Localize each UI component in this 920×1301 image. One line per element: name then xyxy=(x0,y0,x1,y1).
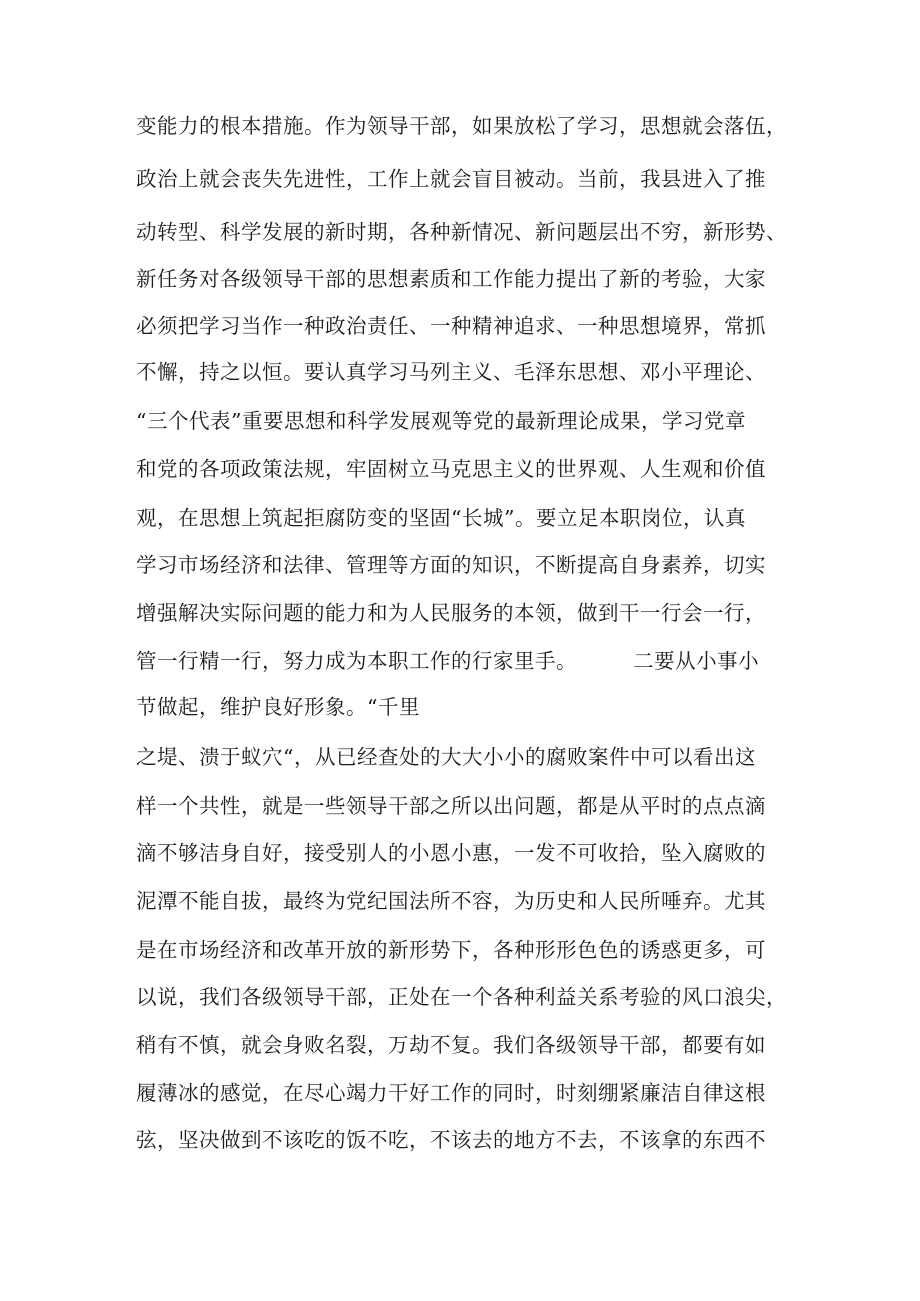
text-line-12: 管一行精一行，努力成为本职工作的行家里手。 二要从小事小 xyxy=(136,649,760,673)
text-line-3: 动转型、科学发展的新时期，各种新情况、新问题层出不穷，新形势、 xyxy=(136,220,787,244)
text-line-21: 履薄冰的感觉，在尽心竭力干好工作的同时，时刻绷紧廉洁自律这根 xyxy=(136,1081,766,1105)
text-line-11: 增强解决实际问题的能力和为人民服务的本领，做到干一行会一行， xyxy=(136,601,766,625)
text-line-1: 变能力的根本措施。作为领导干部，如果放松了学习，思想就会落伍， xyxy=(136,114,787,138)
text-line-18: 是在市场经济和改革开放的新形势下，各种形形色色的诱惑更多，可 xyxy=(136,938,766,962)
text-line-6: 不懈，持之以恒。要认真学习马列主义、毛泽东思想、邓小平理论、 xyxy=(136,360,766,384)
text-line-22: 弦，坚决做到不该吃的饭不吃，不该去的地方不去，不该拿的东西不 xyxy=(136,1128,766,1152)
text-line-14: 之堤、溃于蚁穴“，从已经查处的大大小小的腐败案件中可以看出这 xyxy=(136,745,756,769)
text-line-2: 政治上就会丧失先进性，工作上就会盲目被动。当前，我县进入了推 xyxy=(136,167,766,191)
text-line-5: 必须把学习当作一种政治责任、一种精神追求、一种思想境界，常抓 xyxy=(136,314,766,338)
text-line-4: 新任务对各级领导干部的思想素质和工作能力提出了新的考验，大家 xyxy=(136,267,766,291)
text-line-8: 和党的各项政策法规，牢固树立马克思主义的世界观、人生观和价值 xyxy=(136,457,766,481)
text-line-17: 泥潭不能自拔，最终为党纪国法所不容，为历史和人民所唾弃。尤其 xyxy=(136,889,766,913)
text-line-7: “三个代表”重要思想和科学发展观等党的最新理论成果，学习党章 xyxy=(136,409,746,433)
text-line-10: 学习市场经济和法律、管理等方面的知识，不断提高自身素养，切实 xyxy=(136,553,766,577)
text-line-9: 观，在思想上筑起拒腐防变的坚固“长城”。要立足本职岗位，认真 xyxy=(136,506,746,530)
text-line-15: 样一个共性，就是一些领导干部之所以出问题，都是从平时的点点滴 xyxy=(136,794,766,818)
text-line-20: 稍有不慎，就会身败名裂，万劫不复。我们各级领导干部，都要有如 xyxy=(136,1033,766,1057)
text-line-19: 以说，我们各级领导干部，正处在一个各种利益关系考验的风口浪尖， xyxy=(136,985,787,1009)
text-line-16: 滴不够洁身自好，接受别人的小恩小惠，一发不可收拾，坠入腐败的 xyxy=(136,841,766,865)
text-line-13: 节做起，维护良好形象。“千里 xyxy=(136,695,420,719)
